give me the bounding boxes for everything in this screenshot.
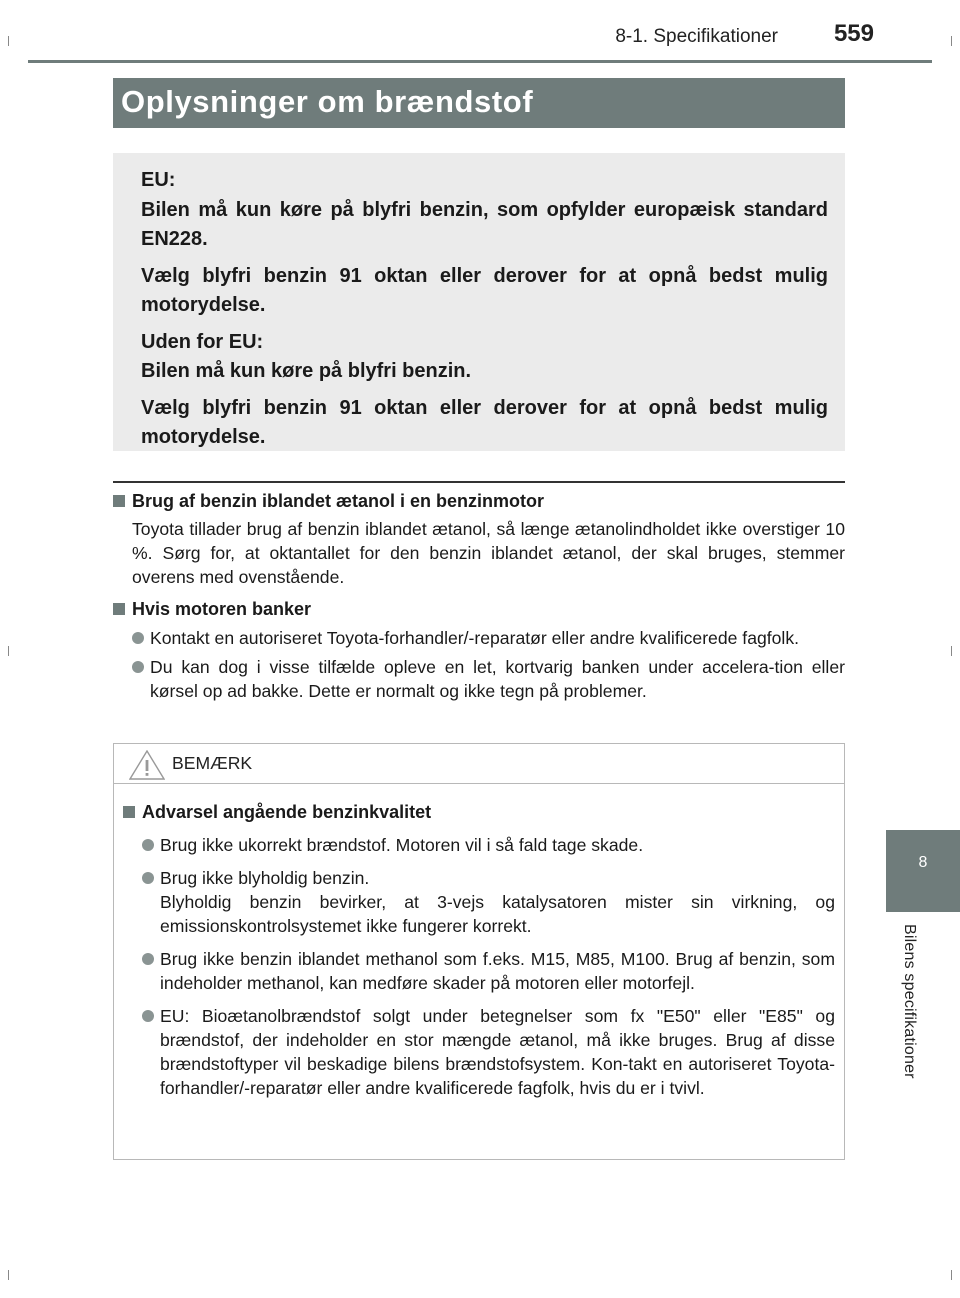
round-bullet-icon <box>142 872 154 884</box>
ethanol-paragraph: Toyota tillader brug af benzin iblandet ætanol, så længe ætanolindholdet ikke overstiger 10 %. Sørg for, at oktantallet for den benzin iblandet ætanol, der skal bruges, stemmer overens med ovenstående. <box>132 519 845 587</box>
warning-triangle-icon <box>129 750 165 780</box>
list-item-text: Kontakt en autoriseret Toyota-forhandler/-reparatør eller andre kvalificerede fagfolk. <box>150 628 800 648</box>
crop-mark <box>951 1270 952 1280</box>
list-item-text: Brug ikke ukorrekt brændstof. Motoren vil i så fald tage skade. <box>160 835 644 855</box>
list-item <box>142 947 835 995</box>
round-bullet-icon <box>132 661 144 673</box>
round-bullet-icon <box>142 1010 154 1022</box>
body-content <box>113 489 845 703</box>
page-title-bar <box>113 78 845 128</box>
list-item <box>142 1004 835 1100</box>
fuel-requirements-box <box>113 153 845 451</box>
notice-box <box>113 743 845 1160</box>
eu-label: EU: <box>141 169 176 191</box>
notice-label: BEMÆRK <box>172 753 253 773</box>
section-heading <box>113 489 845 513</box>
chapter-label: Bilens specifikationer <box>901 924 918 1079</box>
notice-header <box>114 744 844 784</box>
non-eu-octane-recommendation: Vælg blyfri benzin 91 oktan eller derover for at opnå bedst mulig motorydelse. <box>141 396 828 448</box>
crop-mark <box>951 646 952 656</box>
chapter-number: 8 <box>918 854 928 871</box>
round-bullet-icon <box>142 839 154 851</box>
notice-heading <box>123 800 835 824</box>
crop-mark <box>8 36 9 46</box>
list-item-text: EU: Bioætanolbrændstof solgt under betegnelser som fx "E50" eller "E85" og brændstof, der indeholder en stor mængde ætanol, må ikke bruges. Brug af disse brændstoftyper vil beskadige bilens brændstofsystem. Kon-takt en autoriseret Toyota-forhandler/-reparatør eller andre kvalificerede fagfolk, hvis du er i tvivl. <box>160 1006 835 1098</box>
eu-fuel-requirement: Bilen må kun køre på blyfri benzin, som opfylder europæisk standard EN228. <box>141 198 828 250</box>
section-heading <box>113 597 845 621</box>
list-item-detail: Blyholdig benzin bevirker, at 3-vejs katalysatoren mister sin virkning, og emissionskontrolsystemet ikke fungerer korrekt. <box>160 892 835 936</box>
header-rule <box>28 60 932 63</box>
page-title: Oplysninger om brændstof <box>121 84 534 119</box>
ethanol-heading: Brug af benzin iblandet ætanol i en benzinmotor <box>132 491 545 511</box>
round-bullet-icon <box>142 953 154 965</box>
non-eu-label: Uden for EU: <box>141 330 264 353</box>
list-item-text: Brug ikke benzin iblandet methanol som f.eks. M15, M85, M100. Brug af benzin, som indeholder methanol, kan medføre skader på motoren eller motorfejl. <box>160 949 835 993</box>
chapter-tab <box>886 830 960 912</box>
list-item <box>142 866 835 938</box>
square-bullet-icon <box>113 495 125 507</box>
notice-body <box>114 784 844 1100</box>
eu-octane-recommendation: Vælg blyfri benzin 91 oktan eller derover for at opnå bedst mulig motorydelse. <box>141 264 828 316</box>
round-bullet-icon <box>132 632 144 644</box>
list-item-text: Du kan dog i visse tilfælde opleve en let, kortvarig banken under accelera-tion eller kørsel op ad bakke. Dette er normalt og ikke tegn på problemer. <box>150 657 845 701</box>
notice-heading-text: Advarsel angående benzinkvalitet <box>142 802 432 822</box>
crop-mark <box>8 1270 9 1280</box>
section-divider <box>113 481 845 483</box>
list-item <box>142 833 835 857</box>
list-item <box>132 655 845 703</box>
header-section-title: 8-1. Specifikationer <box>615 26 778 47</box>
non-eu-fuel-requirement: Bilen må kun køre på blyfri benzin. <box>141 360 472 382</box>
square-bullet-icon <box>123 806 135 818</box>
list-item-text: Brug ikke blyholdig benzin. <box>160 868 370 888</box>
knocking-heading: Hvis motoren banker <box>132 599 312 619</box>
list-item <box>132 626 845 650</box>
page-number: 559 <box>833 20 874 47</box>
crop-mark <box>8 646 9 656</box>
square-bullet-icon <box>113 603 125 615</box>
crop-mark <box>951 36 952 46</box>
